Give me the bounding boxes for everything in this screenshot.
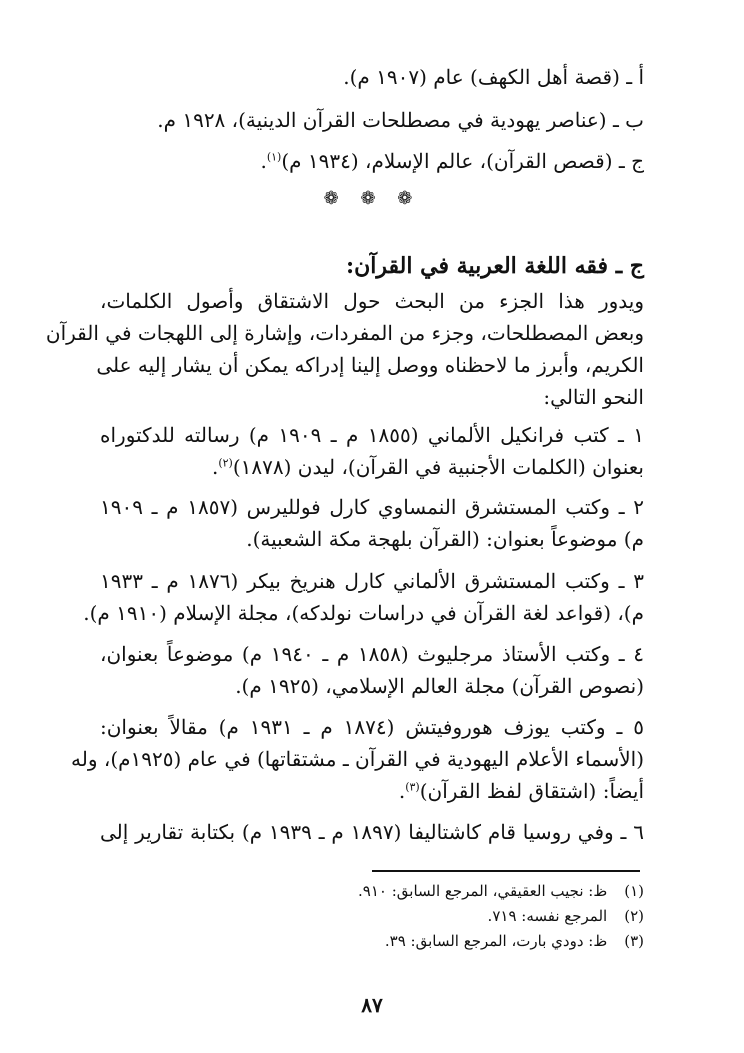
section-heading: ج ـ فقه اللغة العربية في القرآن: (346, 253, 644, 279)
list-item-line: (نصوص القرآن) مجلة العالم الإسلامي، (١٩٢٥ م). (235, 674, 644, 698)
intro-line: ويدور هذا الجزء من البحث حول الاشتقاق وأصول الكلمات، (100, 289, 644, 313)
footnote-marker: (٢) (218, 456, 233, 470)
list-item-text: بعنوان (الكلمات الأجنبية في القرآن)، ليدن (١٨٧٨) (232, 455, 644, 479)
list-item-line: م) موضوعاً بعنوان: (القرآن بلهجة مكة الشعبية). (246, 527, 644, 551)
list-item-line: (الأسماء الأعلام اليهودية في القرآن ـ مشتقاتها) في عام (١٩٢٥م)، وله (71, 747, 644, 771)
list-item-line (100, 776, 644, 806)
top-list-item-c (100, 146, 644, 176)
intro-line: النحو التالي: (543, 385, 644, 409)
list-item-line: ٦ ـ وفي روسيا قام كاشتاليفا (١٨٩٧ م ـ ١٩٣٩ م) بكتابة تقارير إلى (100, 820, 644, 844)
top-list-item-c-text: ج ـ (قصص القرآن)، عالم الإسلام، (١٩٣٤ م) (281, 149, 644, 173)
list-item-line: ٣ ـ وكتب المستشرق الألماني كارل هنريخ بيكر (١٨٧٦ م ـ ١٩٣٣ (100, 569, 644, 593)
footnote-marker: (١) (266, 150, 282, 164)
list-item-text: أيضاً: (اشتقاق لفظ القرآن) (419, 779, 644, 803)
footnote-text: ظ: نجيب العقيقي، المرجع السابق: ٩١٠. (357, 882, 608, 900)
list-item-line: ٢ ـ وكتب المستشرق النمساوي كارل فولليرس (١٨٥٧ م ـ ١٩٠٩ (100, 495, 644, 519)
intro-line: وبعض المصطلحات، وجزء من المفردات، وإشارة إلى اللهجات في القرآن (45, 321, 644, 345)
footnote-divider (372, 870, 640, 872)
footnote-text: ظ: دودي بارت، المرجع السابق: ٣٩. (384, 932, 608, 950)
list-item-line: ٤ ـ وكتب الأستاذ مرجليوث (١٨٥٨ م ـ ١٩٤٠ م) موضوعاً بعنوان، (100, 642, 644, 666)
footnote-number: (١) (624, 882, 644, 900)
footnote (100, 905, 644, 927)
list-item-line: ٥ ـ وكتب يوزف هوروفيتش (١٨٧٤ م ـ ١٩٣١ م) مقالاً بعنوان: (100, 715, 644, 739)
list-item-line: م)، (قواعد لغة القرآن في دراسات نولدكه)، مجلة الإسلام (١٩١٠ م). (83, 601, 644, 625)
intro-line: الكريم، وأبرز ما لاحظناه ووصل إلينا إدراكه يمكن أن يشار إليه على (96, 353, 644, 377)
top-list-item-b: ب ـ (عناصر يهودية في مصطلحات القرآن الدينية)، ١٩٢٨ م. (157, 108, 644, 132)
footnote (100, 930, 644, 952)
footnote-number: (٢) (624, 907, 644, 925)
list-item-line (100, 452, 644, 482)
footnote (100, 880, 644, 902)
section-separator: ❁ ❁ ❁ (323, 188, 421, 209)
footnote-number: (٣) (624, 932, 644, 950)
list-item-end: . (398, 779, 406, 803)
list-item-end: . (211, 455, 219, 479)
footnote-marker: (٣) (405, 780, 420, 794)
top-list-item-a: أ ـ (قصة أهل الكهف) عام (١٩٠٧ م). (343, 65, 644, 89)
footnote-text: المرجع نفسه: ٧١٩. (487, 907, 608, 925)
list-item-line: ١ ـ كتب فرانكيل الألماني (١٨٥٥ م ـ ١٩٠٩ م) رسالته للدكتوراه (100, 423, 644, 447)
top-list-item-c-end: . (260, 149, 267, 173)
page-number: ٨٧ (361, 993, 383, 1017)
